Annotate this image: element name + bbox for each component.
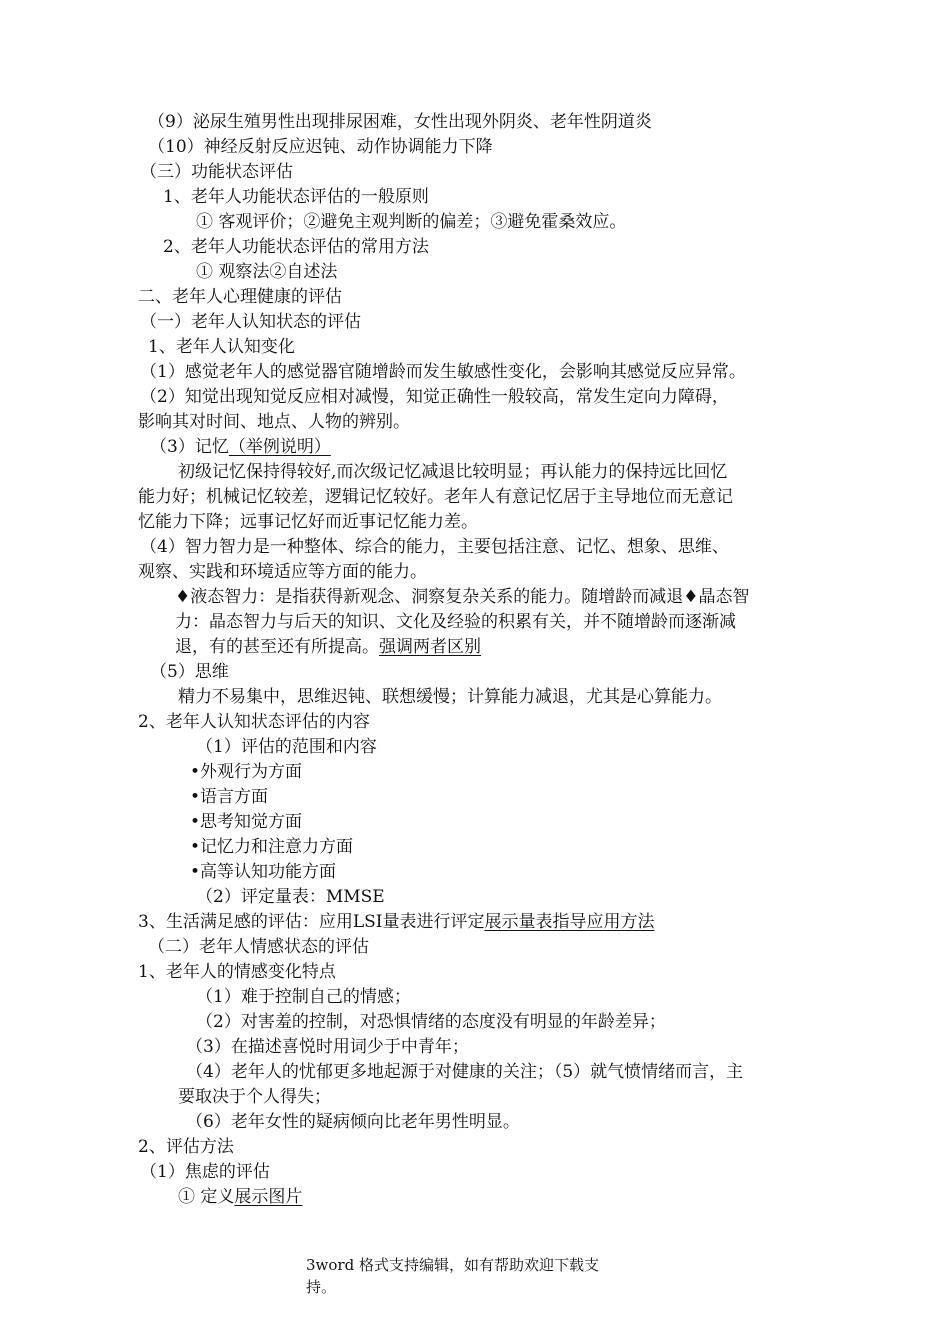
text-line: （10）神经反射反应迟钝、动作协调能力下降 bbox=[148, 137, 493, 157]
text-line: （1）感觉老年人的感觉器官随增龄而发生敏感性变化，会影响其感觉反应异常。 bbox=[140, 362, 746, 382]
text-line: （4）老年人的忧郁更多地起源于对健康的关注；（5）就气愤情绪而言，主 bbox=[186, 1062, 744, 1082]
text-line: （1）焦虑的评估 bbox=[140, 1162, 270, 1182]
text-line: （1）评估的范围和内容 bbox=[196, 737, 377, 757]
list-item: •高等认知功能方面 bbox=[190, 862, 337, 882]
text-line: （3）在描述喜悦时用词少于中青年； bbox=[186, 1037, 469, 1057]
underlined-note: 展示图片 bbox=[234, 1187, 303, 1207]
underlined-note: （举例说明） bbox=[228, 437, 331, 457]
text-line: ① 观察法②自述法 bbox=[196, 262, 338, 282]
text-line: 能力好；机械记忆较差，逻辑记忆较好。老年人有意记忆居于主导地位而无意记 bbox=[138, 487, 733, 507]
text-line: 1、老年人的情感变化特点 bbox=[138, 962, 336, 982]
text-line: 力：晶态智力与后天的知识、文化及经验的积累有关，并不随增龄而逐渐减 bbox=[175, 612, 736, 632]
text-line: 2、老年人认知状态评估的内容 bbox=[138, 712, 370, 732]
text-run: （3）记忆 bbox=[150, 437, 229, 457]
text-line: （1）难于控制自己的情感； bbox=[196, 987, 411, 1007]
text-line: （5）思维 bbox=[150, 662, 229, 682]
section-heading: （一）老年人认知状态的评估 bbox=[140, 312, 361, 332]
text-line bbox=[178, 1185, 302, 1209]
text-line: （9）泌尿生殖男性出现排尿困难，女性出现外阴炎、老年性阴道炎 bbox=[148, 112, 652, 132]
text-line: （4）智力智力是一种整体、综合的能力，主要包括注意、记忆、想象、思维、 bbox=[140, 537, 729, 557]
text-line: （2）对害羞的控制，对恐惧情绪的态度没有明显的年龄差异； bbox=[196, 1012, 666, 1032]
text-line: 观察、实践和环境适应等方面的能力。 bbox=[138, 562, 427, 582]
text-line: 1、老年人认知变化 bbox=[148, 337, 295, 357]
text-line: 精力不易集中，思维迟钝、联想缓慢；计算能力减退，尤其是心算能力。 bbox=[178, 687, 722, 707]
text-line bbox=[138, 910, 654, 934]
text-line: （2）评定量表：MMSE bbox=[196, 887, 385, 907]
text-line: 2、老年人功能状态评估的常用方法 bbox=[163, 237, 429, 257]
underlined-note: 展示量表指导应用方法 bbox=[484, 912, 655, 932]
list-item: •外观行为方面 bbox=[190, 762, 303, 782]
text-run: 3、生活满足感的评估：应用LSI量表进行评定 bbox=[138, 912, 485, 932]
footer-line: 持。 bbox=[306, 1278, 337, 1296]
list-item: •思考知觉方面 bbox=[190, 812, 303, 832]
text-line: 2、评估方法 bbox=[138, 1137, 234, 1157]
text-run: 退，有的甚至还有所提高。 bbox=[175, 637, 379, 657]
text-line bbox=[150, 435, 331, 459]
text-line: 要取决于个人得失； bbox=[178, 1087, 331, 1107]
text-line: ① 客观评价；②避免主观判断的偏差；③避免霍桑效应。 bbox=[196, 212, 627, 232]
underlined-note: 强调两者区别 bbox=[379, 637, 481, 657]
text-line: 忆能力下降；远事记忆好而近事记忆能力差。 bbox=[138, 512, 478, 532]
text-line: （2）知觉出现知觉反应相对减慢，知觉正确性一般较高，常发生定向力障碍， bbox=[140, 387, 729, 407]
text-line: 影响其对时间、地点、人物的辨别。 bbox=[138, 412, 410, 432]
text-line bbox=[175, 635, 481, 659]
list-item: •记忆力和注意力方面 bbox=[190, 837, 354, 857]
text-line: （6）老年女性的疑病倾向比老年男性明显。 bbox=[186, 1112, 520, 1132]
text-line: ♦液态智力：是指获得新观念、洞察复杂关系的能力。随增龄而减退♦晶态智 bbox=[175, 587, 750, 607]
footer-line: 3word 格式支持编辑，如有帮助欢迎下载支 bbox=[306, 1256, 599, 1274]
text-line: 初级记忆保持得较好,而次级记忆减退比较明显；再认能力的保持远比回忆 bbox=[178, 462, 728, 482]
section-heading: 二、老年人心理健康的评估 bbox=[138, 287, 342, 307]
text-run: ① 定义 bbox=[178, 1187, 235, 1207]
list-item: •语言方面 bbox=[190, 787, 269, 807]
section-heading: （二）老年人情感状态的评估 bbox=[148, 937, 369, 957]
section-heading: （三）功能状态评估 bbox=[140, 162, 293, 182]
text-line: 1、老年人功能状态评估的一般原则 bbox=[163, 187, 429, 207]
